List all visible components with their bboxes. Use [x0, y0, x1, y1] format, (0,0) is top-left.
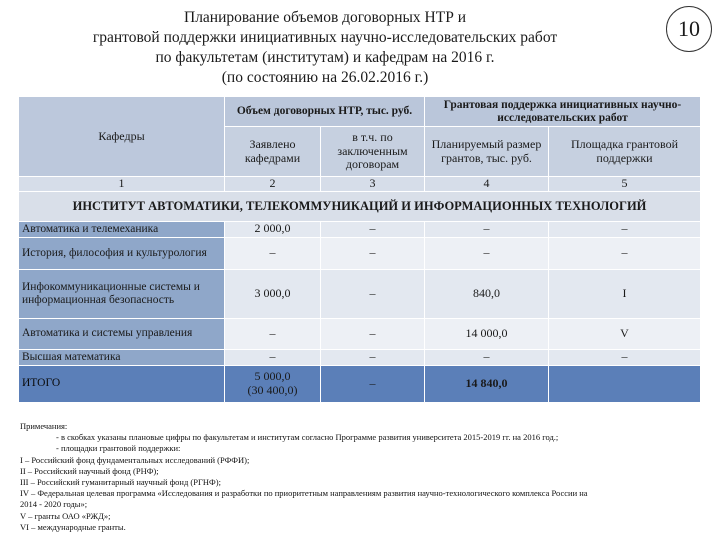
notes-line: - площадки грантовой поддержки:	[56, 443, 181, 454]
notes-line: V – гранты ОАО «РЖД»;	[20, 510, 111, 521]
header-concluded: в т.ч. по заключенным договорам	[321, 127, 425, 177]
notes	[20, 421, 710, 533]
table-row	[19, 318, 701, 349]
section-heading: ИНСТИТУТ АВТОМАТИКИ, ТЕЛЕКОММУНИКАЦИЙ И ИНФОРМАЦИОННЫХ ТЕХНОЛОГИЙ	[19, 191, 701, 221]
column-number: 1	[19, 177, 225, 192]
row-claimed: –	[225, 318, 321, 349]
header-claimed: Заявлено кафедрами	[225, 127, 321, 177]
notes-line: III – Российский гуманитарный научный фонд (РГНФ);	[20, 477, 221, 488]
row-platform: –	[549, 237, 701, 269]
notes-line: IV – Федеральная целевая программа «Исследования и разработки по приоритетным направлениям развития научно-технологического комплекса России на	[20, 488, 588, 499]
total-platform	[549, 365, 701, 402]
row-planned: 14 000,0	[425, 318, 549, 349]
header-planned: Планируемый размер грантов, тыс. руб.	[425, 127, 549, 177]
row-planned: 840,0	[425, 269, 549, 318]
total-claimed-value: 5 000,0	[254, 369, 291, 383]
row-claimed: –	[225, 237, 321, 269]
row-platform: –	[549, 221, 701, 237]
row-claimed: –	[225, 349, 321, 365]
title-line: по факультетам (институтам) и кафедрам на 2016 г.	[155, 49, 495, 66]
column-number: 5	[549, 177, 701, 192]
row-concluded: –	[321, 318, 425, 349]
notes-line: VI – международные гранты.	[20, 521, 126, 532]
row-department: История, философия и культурология	[19, 237, 225, 269]
row-department: Высшая математика	[19, 349, 225, 365]
column-number: 3	[321, 177, 425, 192]
notes-heading: Примечания:	[20, 421, 68, 431]
table-row	[19, 269, 701, 318]
total-row	[19, 365, 701, 402]
planning-table	[18, 96, 701, 403]
row-department: Автоматика и телемеханика	[19, 221, 225, 237]
header-contract-group: Объем договорных НТР, тыс. руб.	[225, 97, 425, 127]
row-concluded: –	[321, 349, 425, 365]
column-number: 4	[425, 177, 549, 192]
row-claimed: 3 000,0	[225, 269, 321, 318]
page-title	[90, 8, 560, 88]
notes-line: - в скобках указаны плановые цифры по факультетам и институтам согласно Программе развития университета 2015-2019 гг. на 2016 год.;	[56, 432, 559, 443]
header-departments: Кафедры	[19, 97, 225, 177]
row-platform: –	[549, 349, 701, 365]
row-platform: I	[549, 269, 701, 318]
total-claimed-plan: (30 400,0)	[247, 382, 298, 397]
total-label: ИТОГО	[19, 365, 225, 402]
row-concluded: –	[321, 269, 425, 318]
column-number: 2	[225, 177, 321, 192]
notes-line: 2014 - 2020 годы»;	[20, 499, 88, 510]
row-department: Автоматика и системы управления	[19, 318, 225, 349]
row-department: Инфокоммуникационные системы и информационная безопасность	[19, 269, 225, 318]
header-platform: Площадка грантовой поддержки	[549, 127, 701, 177]
title-line: Планирование объемов договорных НТР и	[184, 9, 466, 26]
title-line: (по состоянию на 26.02.2016 г.)	[221, 69, 429, 86]
row-planned: –	[425, 237, 549, 269]
table-row	[19, 237, 701, 269]
table-row	[19, 349, 701, 365]
header-grant-group: Грантовая поддержка инициативных научно-исследовательских работ	[425, 97, 701, 127]
row-planned: –	[425, 349, 549, 365]
page-number: 10	[666, 6, 712, 52]
row-planned: –	[425, 221, 549, 237]
row-concluded: –	[321, 221, 425, 237]
row-platform: V	[549, 318, 701, 349]
notes-line: II – Российский научный фонд (РНФ);	[20, 465, 159, 476]
notes-line: I – Российский фонд фундаментальных исследований (РФФИ);	[20, 454, 250, 465]
row-concluded: –	[321, 237, 425, 269]
total-claimed	[225, 365, 321, 402]
table-row	[19, 221, 701, 237]
title-line: грантовой поддержки инициативных научно-исследовательских работ	[92, 29, 558, 46]
row-claimed: 2 000,0	[225, 221, 321, 237]
total-concluded: –	[321, 365, 425, 402]
total-planned: 14 840,0	[425, 365, 549, 402]
